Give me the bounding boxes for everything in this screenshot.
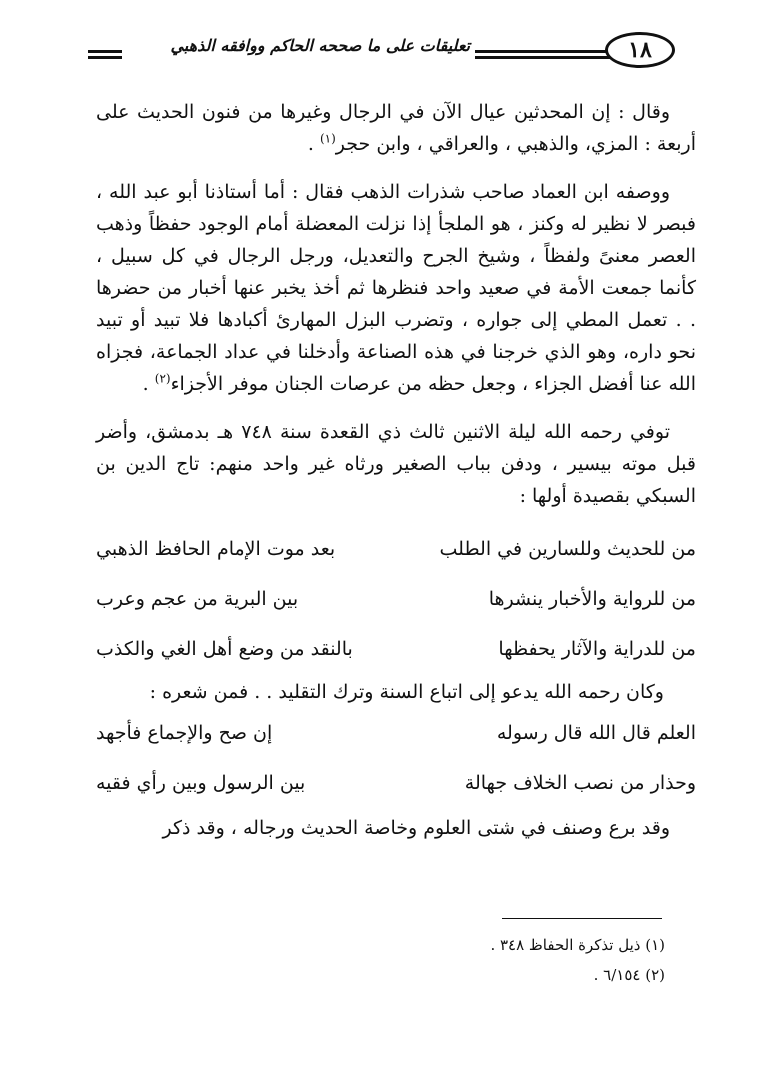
paragraph-3: توفي رحمه الله ليلة الاثنين ثالث ذي القعدة سنة ٧٤٨ هـ بدمشق، وأضر قبل موته بيسير ، ودفن بباب الصغير ورثاه غير واحد منهم: تاج الدين بن السبكي بقصيدة أولها : xyxy=(96,421,696,507)
paragraph-2-end: . xyxy=(142,373,155,395)
verse-line xyxy=(96,758,696,808)
verse-first-hemistich: العلم قال الله قال رسوله xyxy=(496,722,696,744)
paragraph-1-text: وقال : إن المحدثين عيال الآن في الرجال وغيرها من فنون الحديث على أربعة : المزي، والذهبي ، والعراقي ، وابن حجر xyxy=(96,101,696,155)
footnote-1: (١) ذيل تذكرة الحفاظ ٣٤٨ . xyxy=(490,936,665,954)
paragraph-1 xyxy=(96,96,696,160)
header-rule-left xyxy=(88,50,122,58)
main-text xyxy=(96,96,696,844)
footnote-mark-1: (١) xyxy=(319,131,336,146)
verse-second-hemistich: إن صح والإجماع فأجهد xyxy=(96,722,273,744)
footnote-mark-2: (٢) xyxy=(154,371,171,386)
paragraph-2-text: ووصفه ابن العماد صاحب شذرات الذهب فقال : أما أستاذنا أبو عبد الله ، فبصر لا نظير له وكنز ، هو الملجأ إذا نزلت المعضلة أمام الوجود حفظاً وذهب العصر معنىً ولفظاً ، وشيخ الجرح والتعديل، ورجل الرجال في كل سبيل ، كأنما جمعت الأمة في صعيد واحد فنظرها ثم أخذ يخبر عنها أخبار من حضرها . . تعمل المطي إلى جواره ، وتضرب البزل المهارئ أكبادها فلا تبيد أو تبيد نحو داره، وهو الذي خرجنا في هذه الصناعة وأدخلنا في عداد الجماعة، فجزاه الله عنا أفضل الجزاء ، وجعل حظه من عرصات الجنان موفر الأجزاء xyxy=(96,181,696,395)
verse-first-hemistich: من للحديث وللسارين في الطلب xyxy=(439,538,696,560)
footnote-separator xyxy=(502,918,662,919)
paragraph-5: وقد برع وصنف في شتى العلوم وخاصة الحديث ورجاله ، وقد ذكر xyxy=(162,817,670,839)
verse-second-hemistich: بعد موت الإمام الحافظ الذهبي xyxy=(96,538,336,560)
footnote-2: (٢) ٦/١٥٤ . xyxy=(593,966,665,984)
poem-2 xyxy=(96,708,696,808)
footnotes xyxy=(420,930,665,990)
verse-line xyxy=(96,574,696,624)
page-number-oval xyxy=(605,32,675,68)
verse-first-hemistich: من للرواية والأخبار ينشرها xyxy=(488,588,696,610)
verse-second-hemistich: بين الرسول وبين رأي فقيه xyxy=(96,772,306,794)
paragraph-4: وكان رحمه الله يدعو إلى اتباع السنة وترك التقليد . . فمن شعره : xyxy=(149,681,664,703)
page-number: ١٨ xyxy=(628,37,652,63)
verse-line xyxy=(96,624,696,674)
verse-first-hemistich: وحذار من نصب الخلاف جهالة xyxy=(464,772,696,794)
verse-second-hemistich: بالنقد من وضع أهل الغي والكذب xyxy=(96,638,353,660)
page-header xyxy=(70,26,710,76)
verse-line xyxy=(96,708,696,758)
paragraph-1-end: . xyxy=(307,133,320,155)
verse-first-hemistich: من للدراية والآثار يحفظها xyxy=(498,638,696,660)
verse-line xyxy=(96,524,696,574)
paragraph-2 xyxy=(96,176,696,400)
verse-second-hemistich: بين البرية من عجم وعرب xyxy=(96,588,299,610)
poem-1 xyxy=(96,524,696,674)
running-title: تعليقات على ما صححه الحاكم ووافقه الذهبي xyxy=(170,36,470,55)
